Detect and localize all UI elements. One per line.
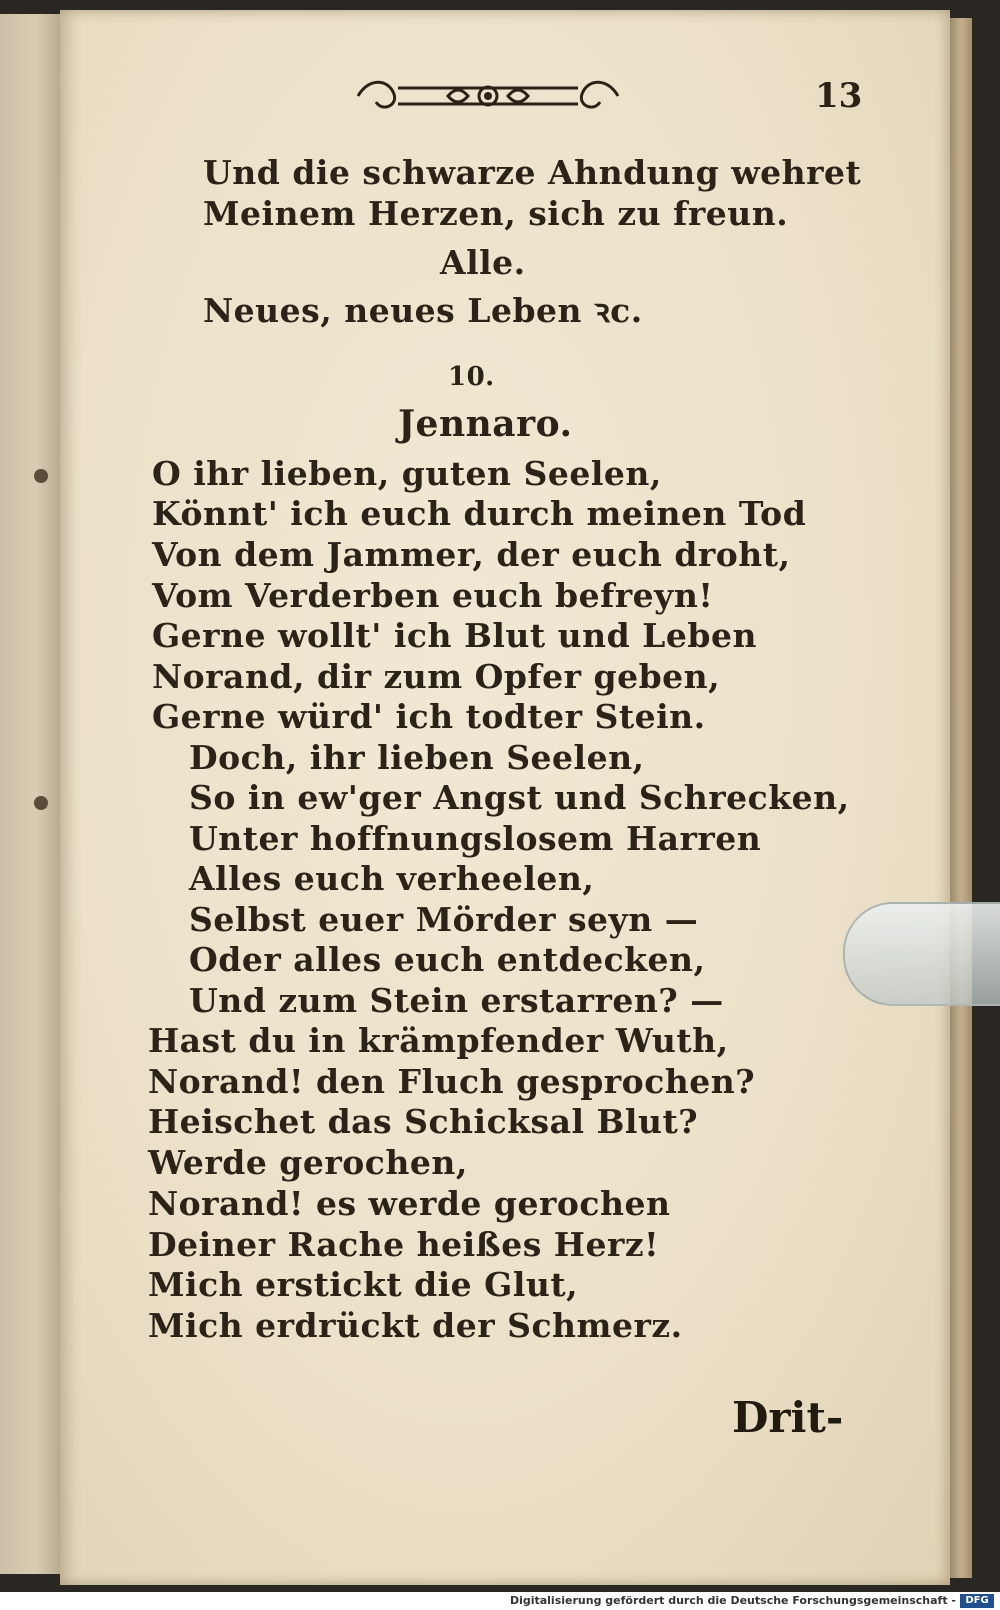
dfg-logo: DFG bbox=[960, 1594, 994, 1608]
text-line: Norand, dir zum Opfer geben, bbox=[152, 657, 721, 696]
text-line: Unter hoffnungslosem Harren bbox=[189, 819, 762, 858]
text-line: Und zum Stein erstarren? — bbox=[189, 981, 724, 1020]
text-line: Gerne würd' ich todter Stein. bbox=[152, 697, 706, 736]
text-line: Neues, neues Leben ꝛc. bbox=[203, 291, 643, 330]
text-line: Mich erdrückt der Schmerz. bbox=[148, 1306, 683, 1345]
text-line: Heischet das Schicksal Blut? bbox=[148, 1102, 699, 1141]
section-number: 10. bbox=[448, 362, 495, 392]
text-line: Selbst euer Mörder seyn — bbox=[189, 900, 699, 939]
page-clip bbox=[843, 902, 1000, 1006]
speaker-heading: Jennaro. bbox=[398, 403, 573, 445]
text-line: Werde gerochen, bbox=[148, 1143, 468, 1182]
text-line: So in ew'ger Angst und Schrecken, bbox=[189, 778, 850, 817]
text-line: Doch, ihr lieben Seelen, bbox=[189, 738, 645, 777]
text-line: Deiner Rache heißes Herz! bbox=[148, 1225, 660, 1264]
page-number: 13 bbox=[815, 76, 863, 116]
text-line: Mich erstickt die Glut, bbox=[148, 1265, 579, 1304]
text-line: Gerne wollt' ich Blut und Leben bbox=[152, 616, 757, 655]
text-line: Meinem Herzen, sich zu freun. bbox=[203, 194, 789, 233]
text-line: Alles euch verheelen, bbox=[189, 859, 595, 898]
footer-credit: Digitalisierung gefördert durch die Deutsche Forschungsgemeinschaft - bbox=[509, 1594, 956, 1607]
text-line: O ihr lieben, guten Seelen, bbox=[152, 454, 662, 493]
text-line: Norand! es werde gerochen bbox=[148, 1184, 671, 1223]
text-line: Und die schwarze Ahndung wehret bbox=[203, 153, 862, 192]
speaker-heading: Alle. bbox=[440, 243, 526, 282]
text-line: Von dem Jammer, der euch droht, bbox=[152, 535, 791, 574]
catchword: Drit- bbox=[732, 1393, 844, 1442]
text-line: Oder alles euch entdecken, bbox=[189, 940, 706, 979]
text-line: Könnt' ich euch durch meinen Tod bbox=[152, 494, 807, 533]
text-line: Norand! den Fluch gesprochen? bbox=[148, 1062, 756, 1101]
text-line: Vom Verderben euch befreyn! bbox=[152, 576, 714, 615]
text-line: Hast du in krämpfender Wuth, bbox=[148, 1021, 729, 1060]
